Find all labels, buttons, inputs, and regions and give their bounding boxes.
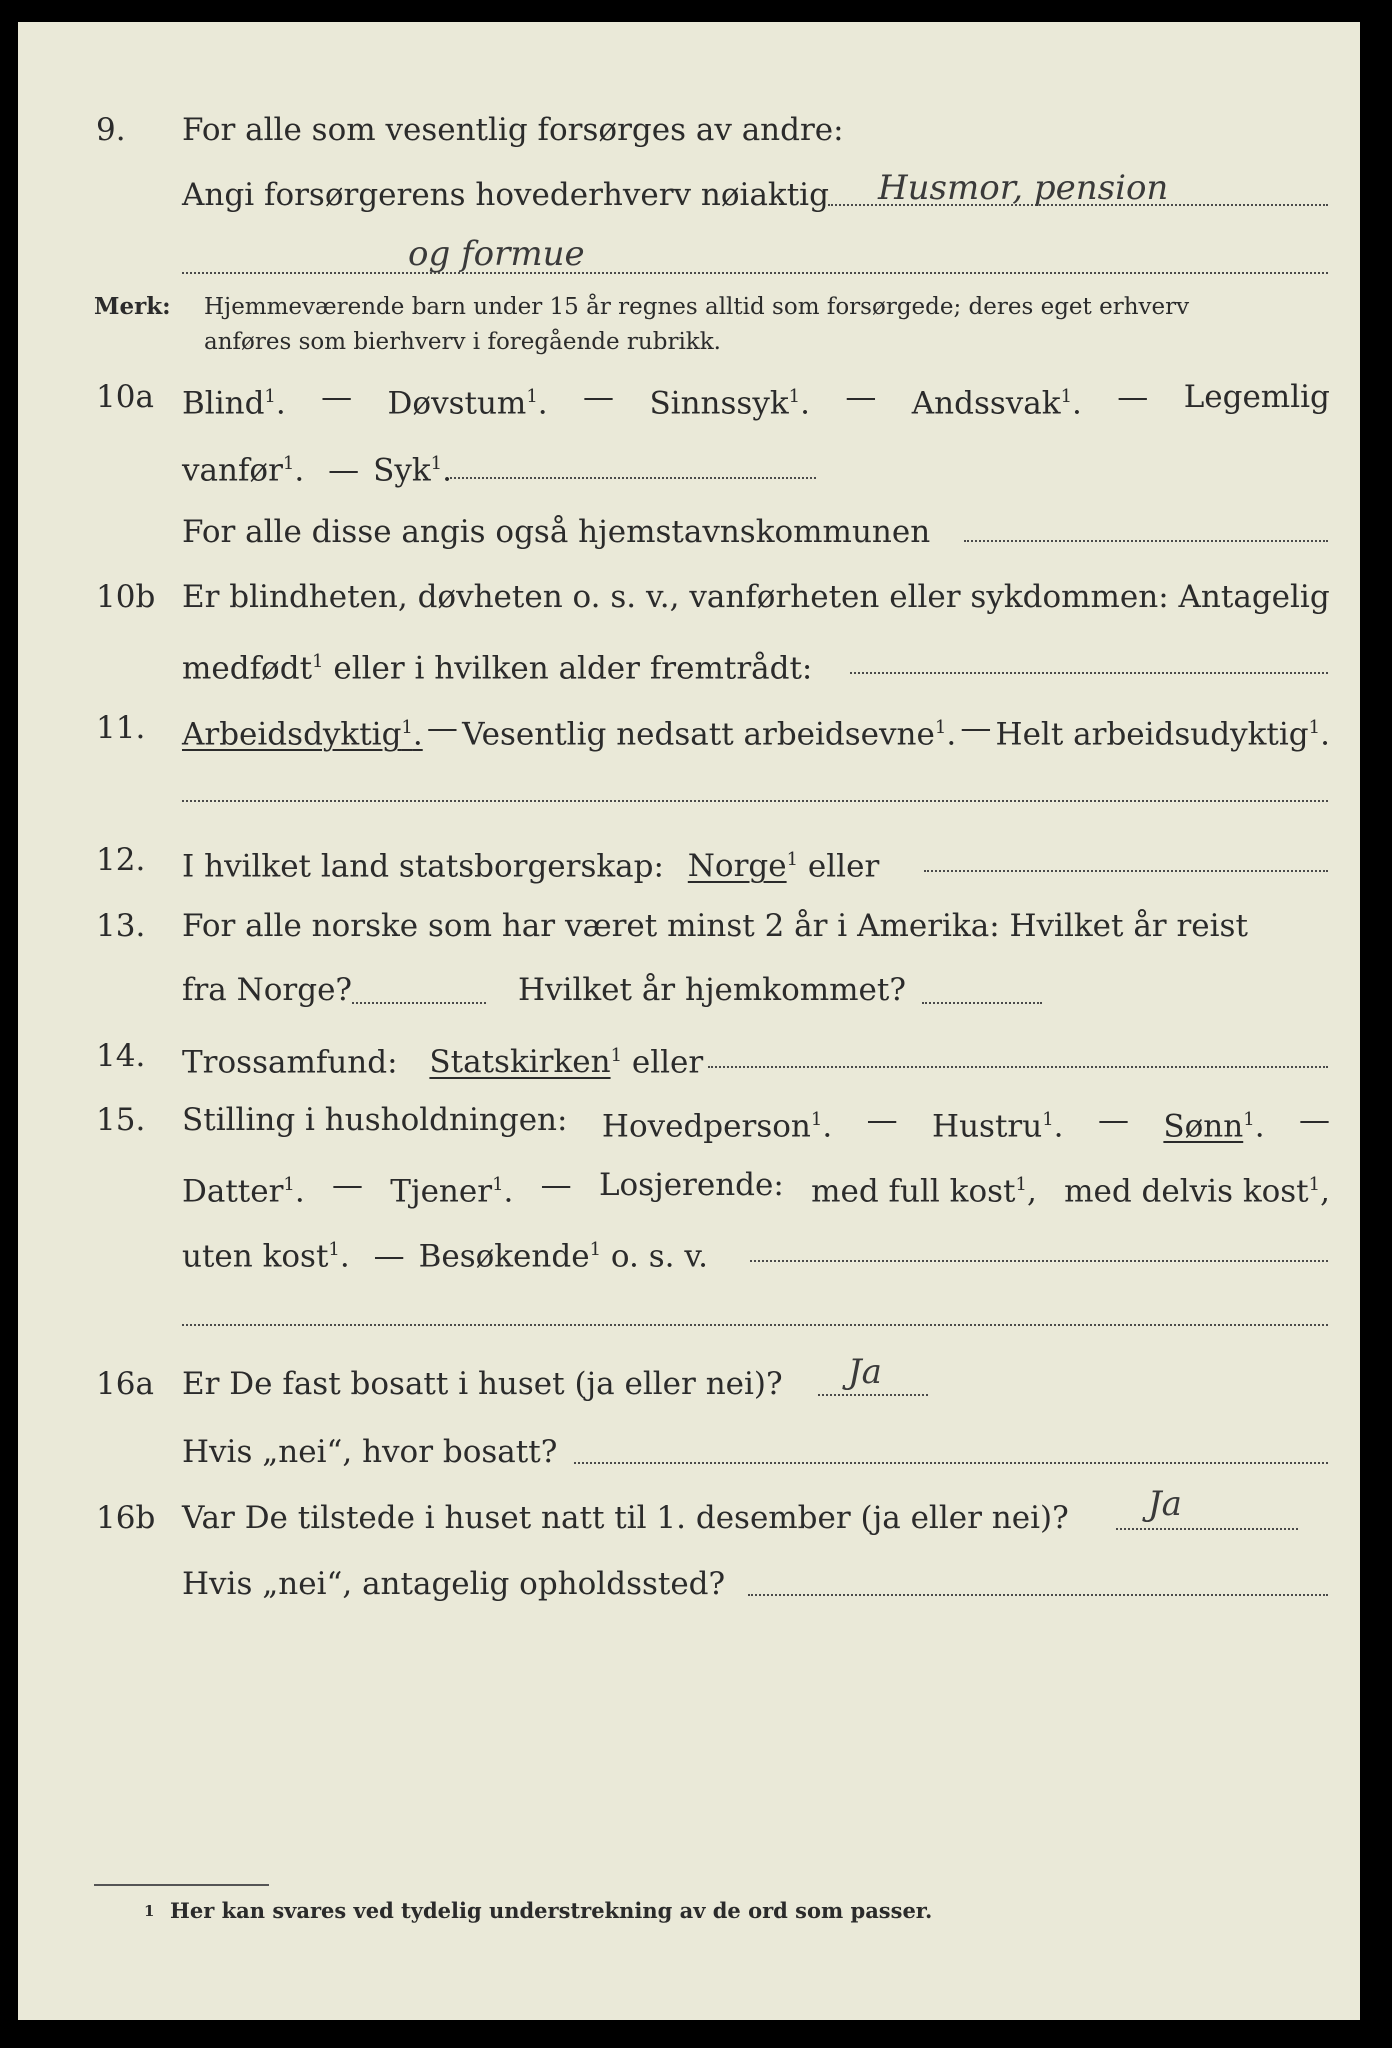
- q14-number: 14.: [96, 1038, 146, 1074]
- q10a-line1: Blind$^1$. — Døvstum$^1$. — Sinnssyk$^1$. — Andssvak$^1$. — Legemlig: [182, 379, 1330, 422]
- q15-tjener: Tjener: [390, 1173, 493, 1210]
- q15-hustru: Hustru: [932, 1108, 1043, 1145]
- q9-line2: Angi forsørgerens hovederhverv nøiaktig: [182, 177, 829, 213]
- q10a-answer-line: [450, 477, 816, 479]
- q9-line1: For alle som vesentlig forsørges av andre:: [182, 112, 844, 148]
- q15-losjerende: Losjerende:: [598, 1167, 784, 1203]
- q15-hovedperson: Hovedperson: [601, 1108, 811, 1145]
- footnote-mark: 1: [144, 1902, 155, 1920]
- q10b-line2: medfødt$^1$ eller i hvilken alder fremtrådt:: [182, 650, 813, 687]
- q15-answer-line-2: [182, 1324, 1328, 1326]
- q13-line2b: Hvilket år hjemkommet?: [518, 972, 906, 1008]
- q16b-handwritten-answer: Ja: [1148, 1484, 1182, 1524]
- q10a-blind: Blind: [182, 385, 265, 422]
- q11-answer-line: [182, 800, 1328, 802]
- q11-number: 11.: [96, 710, 146, 746]
- q13-line2a: fra Norge?: [182, 972, 353, 1008]
- q15-answer-line: [750, 1260, 1328, 1262]
- q13-line1: For alle norske som har været minst 2 år i Amerika: Hvilket år reist: [182, 908, 1248, 944]
- q9-handwritten-answer-2: og formue: [408, 234, 585, 274]
- q10a-sinnssyk: Sinnssyk: [649, 385, 789, 422]
- q15-osv: o. s. v.: [610, 1238, 709, 1275]
- q9-number: 9.: [96, 112, 126, 148]
- q15-med-delvis-kost: med delvis kost: [1064, 1173, 1309, 1210]
- footnote-rule: [94, 1884, 269, 1886]
- q9-answer-line-2: [182, 272, 1328, 274]
- q15-line2: Datter$^1$. — Tjener$^1$. — Losjerende: med full kost$^1$, med delvis kost$^1$,: [182, 1167, 1330, 1210]
- q12-eller: eller: [807, 848, 880, 885]
- q14-answer-line: [708, 1066, 1328, 1068]
- q16a-line1: Er De fast bosatt i huset (ja eller nei)?: [182, 1366, 783, 1402]
- q14-statskirken: Statskirken: [429, 1044, 611, 1081]
- merk-line1: Hjemmeværende barn under 15 år regnes alltid som forsørgede; deres eget erhverv: [204, 294, 1190, 320]
- q16a-bosatt-line: [574, 1462, 1328, 1464]
- q10a-hjemstavn-line: [964, 540, 1328, 542]
- q11-helt: Helt arbeidsudyktig: [995, 716, 1309, 753]
- merk-label: Merk:: [94, 293, 171, 320]
- q10b-number: 10b: [96, 579, 156, 615]
- q14-text: Trossamfund:: [182, 1044, 398, 1081]
- footnote-text: Her kan svares ved tydelig understrekning av de ord som passer.: [170, 1898, 933, 1923]
- merk-line2: anføres som bierhverv i foregående rubrikk.: [204, 329, 721, 355]
- q16a-line2: Hvis „nei“, hvor bosatt?: [182, 1434, 558, 1470]
- q11-vesentlig: Vesentlig nedsatt arbeidsevne: [462, 716, 935, 753]
- q9-handwritten-answer-1: Husmor, pension: [878, 168, 1169, 208]
- q11-line: Arbeidsdyktig$^1$. — Vesentlig nedsatt arbeidsevne$^1$. — Helt arbeidsudyktig$^1$.: [182, 710, 1330, 753]
- q15-uten-kost: uten kost: [182, 1238, 329, 1275]
- q11-arbeidsdyktig: Arbeidsdyktig: [182, 716, 402, 753]
- q15-line1: Stilling i husholdningen: Hovedperson$^1$. — Hustru$^1$. — Sønn$^1$. —: [182, 1102, 1330, 1145]
- q16b-line1: Var De tilstede i huset natt til 1. desember (ja eller nei)?: [182, 1500, 1069, 1536]
- q10a-line3: For alle disse angis også hjemstavnskommunen: [182, 514, 931, 550]
- q16a-answer-line: [818, 1394, 928, 1396]
- q12-norge: Norge: [687, 848, 787, 885]
- q16a-handwritten-answer: Ja: [848, 1352, 882, 1392]
- q10b-answer-line: [850, 672, 1328, 674]
- q15-med-full-kost: med full kost: [811, 1173, 1016, 1210]
- q13-hjemkommet-line: [922, 1002, 1042, 1004]
- q12-line: I hvilket land statsborgerskap: Norge$^1$ eller: [182, 848, 880, 885]
- q15-number: 15.: [96, 1102, 146, 1138]
- q16b-answer-line: [1116, 1528, 1298, 1530]
- q15-line3: uten kost$^1$. — Besøkende$^1$ o. s. v.: [182, 1238, 709, 1275]
- q16a-number: 16a: [96, 1366, 154, 1402]
- q15-besokende: Besøkende: [418, 1238, 590, 1275]
- q15-datter: Datter: [182, 1173, 284, 1210]
- q12-answer-line: [924, 870, 1328, 872]
- q16b-number: 16b: [96, 1500, 156, 1536]
- q10b-line2-rest: eller i hvilken alder fremtrådt:: [333, 650, 813, 687]
- q10a-dovstum: Døvstum: [387, 385, 527, 422]
- census-form-page: [18, 22, 1360, 2020]
- q10a-andssvak: Andssvak: [911, 385, 1061, 422]
- q13-number: 13.: [96, 908, 146, 944]
- q10a-vanfor: vanfør: [182, 452, 283, 489]
- q12-number: 12.: [96, 842, 146, 878]
- q10b-medfodt: medfødt: [182, 650, 313, 687]
- q14-eller: eller: [631, 1044, 704, 1081]
- q13-reist-line: [352, 1002, 486, 1004]
- q10a-number: 10a: [96, 379, 154, 415]
- q10a-legemlig: Legemlig: [1183, 379, 1330, 415]
- q16b-line2: Hvis „nei“, antagelig opholdssted?: [182, 1566, 726, 1602]
- q16b-opholdssted-line: [748, 1594, 1328, 1596]
- q15-sonn: Sønn: [1163, 1108, 1244, 1145]
- q14-line: Trossamfund: Statskirken$^1$ eller: [182, 1044, 704, 1081]
- q10a-syk: Syk: [373, 452, 431, 489]
- q10a-line2: vanfør$^1$. — Syk$^1$.: [182, 452, 452, 489]
- q12-text: I hvilket land statsborgerskap:: [182, 848, 664, 885]
- q15-stilling: Stilling i husholdningen:: [182, 1102, 568, 1138]
- q10b-line1: Er blindheten, døvheten o. s. v., vanførheten eller sykdommen: Antagelig: [182, 579, 1330, 615]
